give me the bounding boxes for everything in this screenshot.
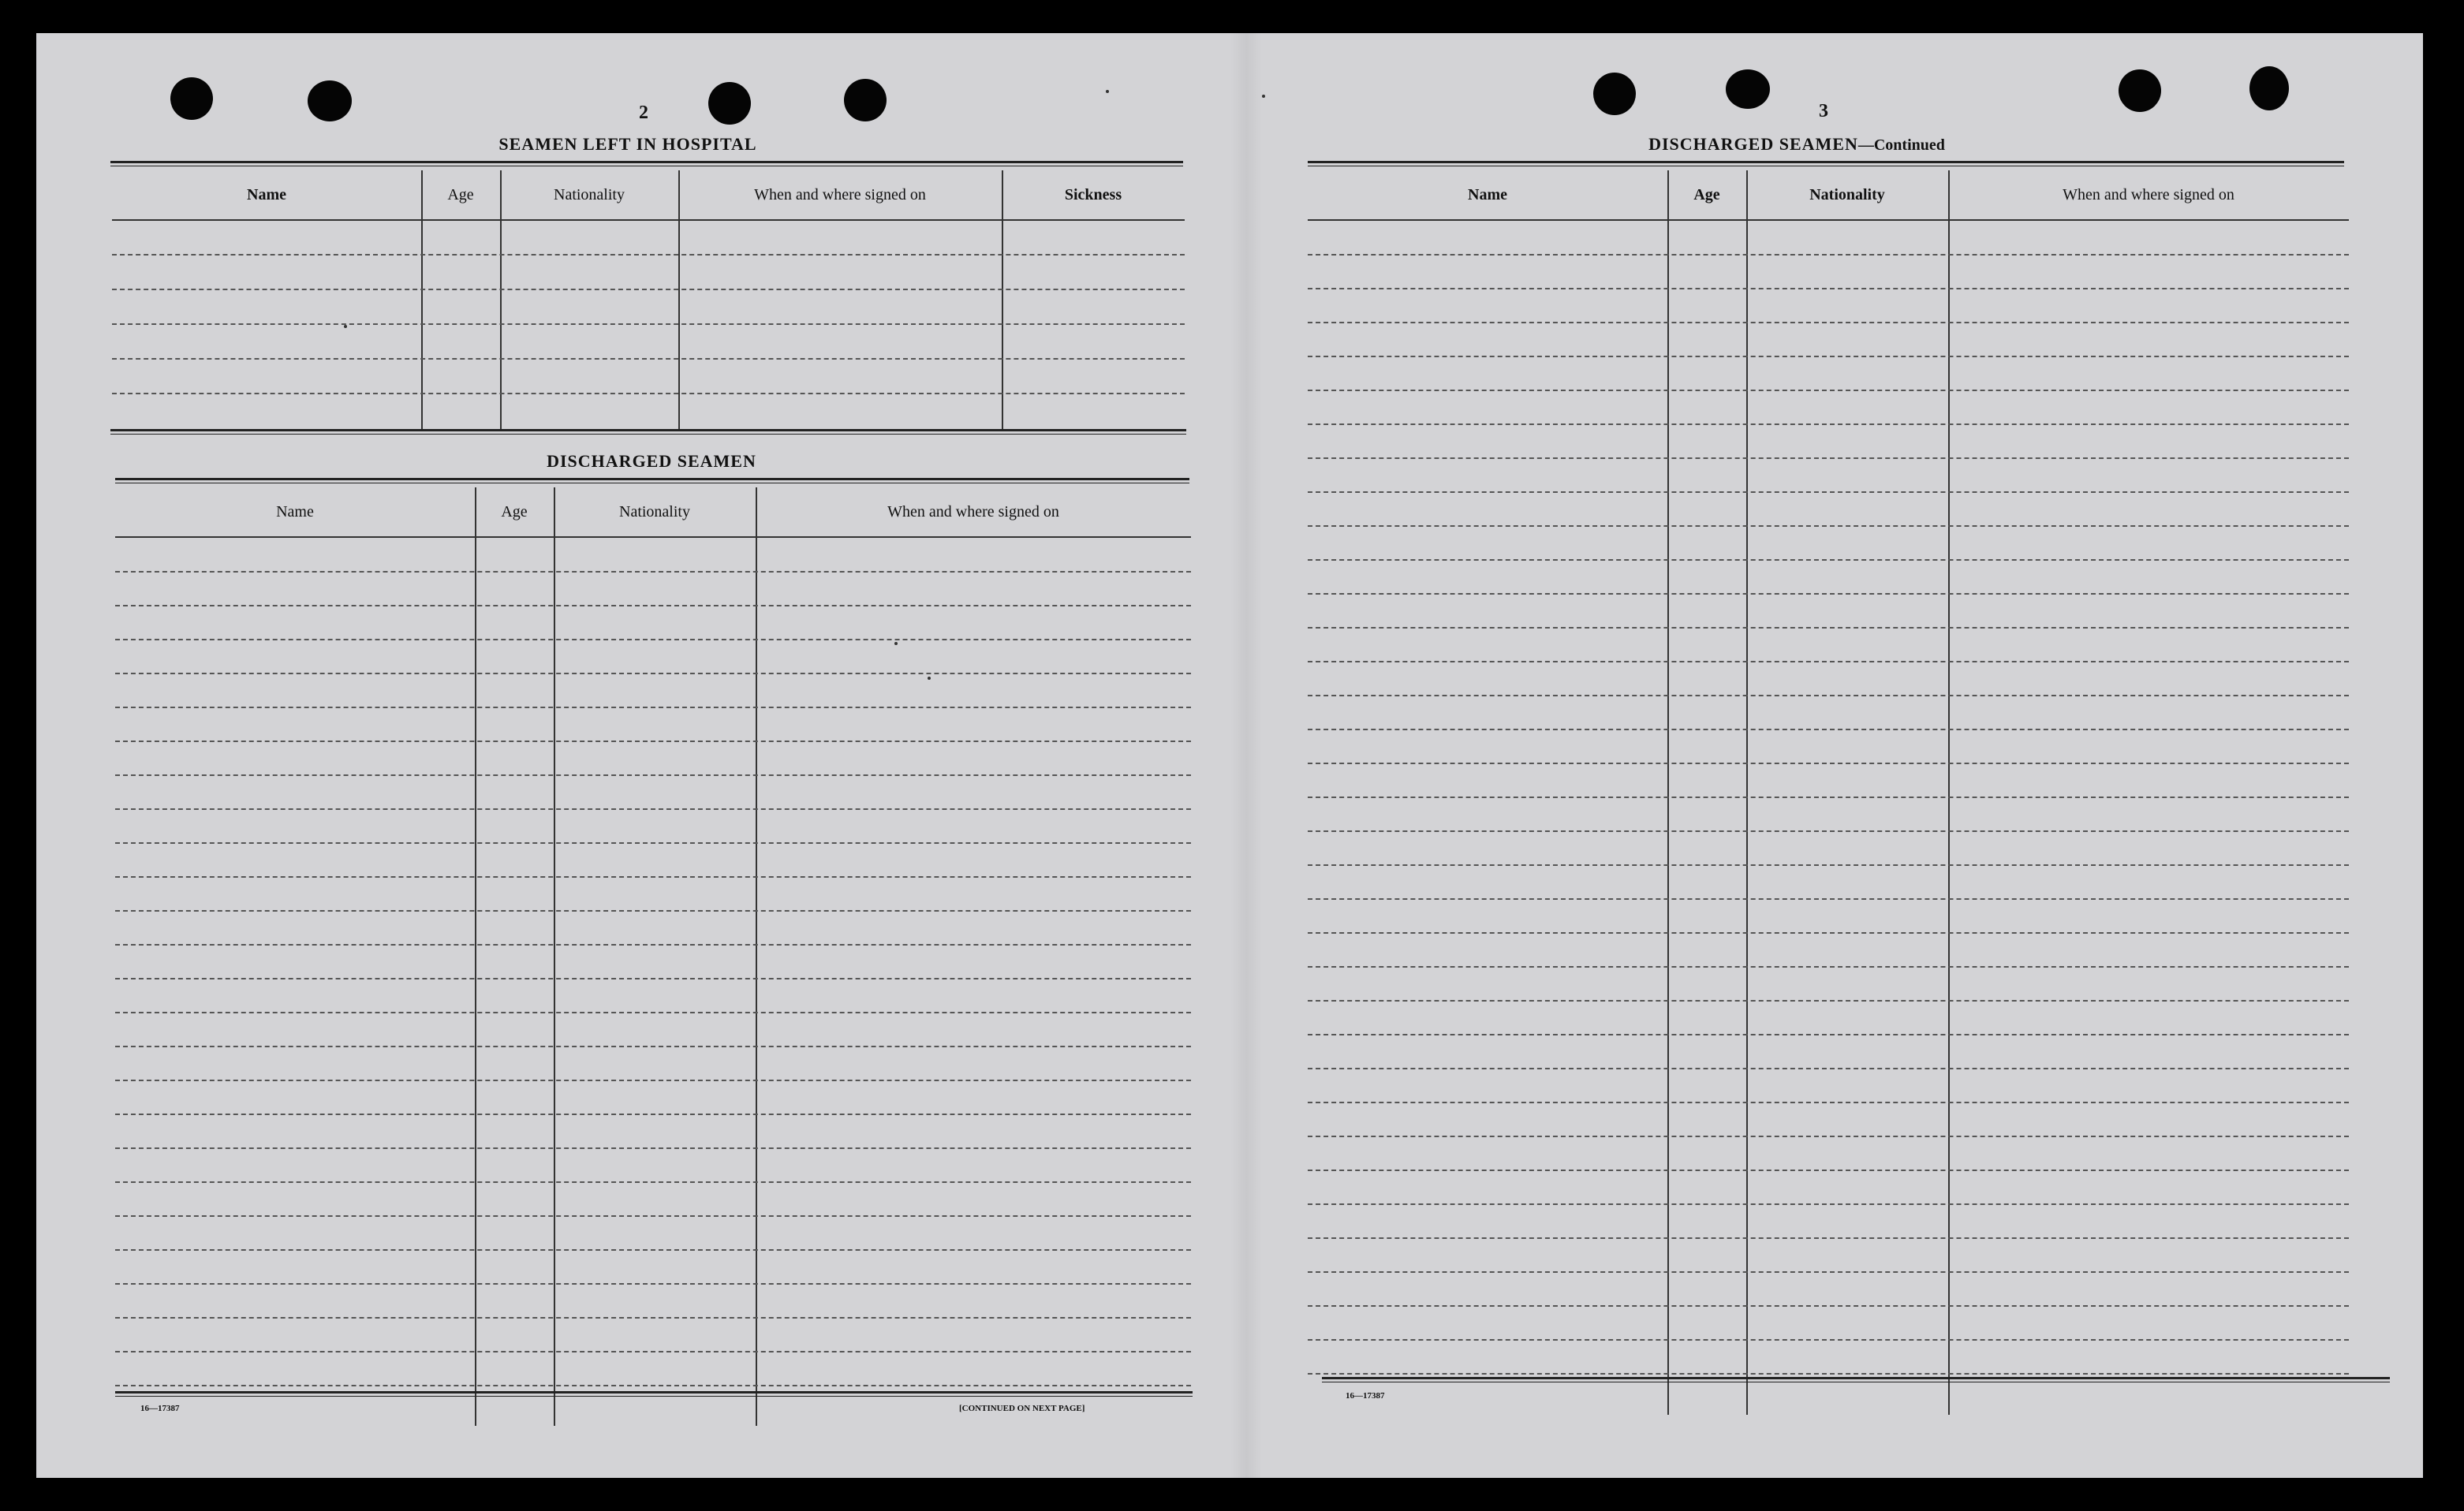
table-row: [115, 844, 1191, 878]
punch-hole: [2119, 69, 2161, 112]
column-header-name: Name: [1468, 186, 1507, 203]
table-row: [1308, 425, 2349, 459]
discharged-section-title: DISCHARGED SEAMEN: [547, 451, 756, 471]
table-row: [1308, 1002, 2349, 1035]
column-header-signed-on: When and where signed on: [887, 503, 1059, 520]
table-row: [115, 912, 1191, 946]
table-row: [115, 1251, 1191, 1285]
table-row: [1308, 1239, 2349, 1273]
punch-hole: [708, 82, 751, 125]
table-row: [1308, 1341, 2349, 1375]
ink-speck: [1106, 90, 1109, 93]
table-row: [1308, 323, 2349, 357]
table-row: [115, 776, 1191, 810]
table-row: [115, 810, 1191, 844]
table-row: [1308, 527, 2349, 561]
table-row: [1308, 1171, 2349, 1205]
table-row: [1308, 1205, 2349, 1239]
punch-hole: [1726, 69, 1770, 109]
table-row: [115, 1115, 1191, 1149]
table-row: [115, 742, 1191, 776]
table-row: [115, 946, 1191, 979]
column-header-age: Age: [1693, 186, 1720, 203]
table-row: [115, 606, 1191, 640]
table-row: [1308, 595, 2349, 629]
hospital-table: [112, 170, 1185, 431]
table-row: [1308, 1035, 2349, 1069]
table-row: [1308, 968, 2349, 1002]
column-header-nationality: Nationality: [1809, 186, 1885, 203]
form-number-left: 16—17387: [140, 1404, 180, 1413]
table-row: [1308, 493, 2349, 527]
table-row: [1308, 1273, 2349, 1307]
ink-speck: [1262, 95, 1265, 98]
page-number-left: 2: [639, 103, 648, 123]
punch-hole: [2249, 66, 2289, 110]
hospital-bottom-rule: [110, 429, 1186, 435]
table-row: [115, 640, 1191, 674]
column-header-nationality: Nationality: [554, 186, 625, 203]
table-row: [115, 1217, 1191, 1251]
table-row: [115, 1149, 1191, 1183]
continued-bottom-rule: [1322, 1377, 2390, 1382]
table-row: [1308, 1103, 2349, 1137]
table-row: [115, 878, 1191, 912]
punch-hole: [1593, 73, 1636, 115]
table-row: [115, 1183, 1191, 1217]
table-row: [1308, 256, 2349, 289]
table-row: [115, 708, 1191, 742]
continued-note: [CONTINUED ON NEXT PAGE]: [959, 1404, 1085, 1413]
table-row: [115, 979, 1191, 1013]
discharged-table: [115, 487, 1191, 1426]
table-row: [1308, 357, 2349, 391]
column-header-signed-on: When and where signed on: [2063, 186, 2234, 203]
table-row: [1308, 629, 2349, 662]
table-row: [1308, 1137, 2349, 1171]
table-row: [1308, 221, 2349, 256]
table-header: [1308, 170, 2349, 221]
table-header: [112, 170, 1185, 221]
table-row: [1308, 289, 2349, 323]
punch-hole: [844, 79, 887, 121]
column-header-name: Name: [247, 186, 286, 203]
table-row: [115, 573, 1191, 606]
table-row: [115, 1081, 1191, 1115]
table-row: [115, 1285, 1191, 1319]
table-row: [1308, 934, 2349, 968]
column-header-sickness: Sickness: [1064, 186, 1122, 203]
discharged-continued-suffix: —Continued: [1857, 136, 1945, 154]
table-row: [1308, 391, 2349, 425]
column-header-name: Name: [276, 503, 314, 520]
table-row: [115, 538, 1191, 573]
table-row: [1308, 1069, 2349, 1103]
punch-hole: [308, 80, 352, 121]
table-row: [1308, 662, 2349, 696]
table-row: [112, 290, 1185, 325]
table-row: [115, 674, 1191, 708]
table-row: [1308, 900, 2349, 934]
table-row: [112, 360, 1185, 394]
table-row: [1308, 832, 2349, 866]
discharged-top-rule: [115, 478, 1189, 483]
table-header: [115, 487, 1191, 538]
discharged-continued-table: [1308, 170, 2349, 1415]
table-row: [1308, 1307, 2349, 1341]
discharged-bottom-rule: [115, 1391, 1193, 1397]
hospital-section-title: SEAMEN LEFT IN HOSPITAL: [498, 134, 757, 154]
discharged-continued-title: [1600, 134, 1994, 155]
table-row: [115, 1319, 1191, 1352]
column-header-age: Age: [447, 186, 474, 203]
table-row: [1308, 730, 2349, 764]
table-row: [112, 256, 1185, 290]
table-row: [1308, 696, 2349, 730]
table-row: [115, 1352, 1191, 1386]
discharged-continued-title-main: DISCHARGED SEAMEN: [1648, 134, 1858, 154]
table-row: [1308, 764, 2349, 798]
table-row: [112, 325, 1185, 360]
continued-top-rule: [1308, 161, 2344, 166]
table-row: [1308, 798, 2349, 832]
table-row: [112, 221, 1185, 256]
column-header-signed-on: When and where signed on: [754, 186, 926, 203]
table-row: [115, 1047, 1191, 1081]
document-sheet: [36, 33, 2423, 1478]
table-row: [1308, 866, 2349, 900]
hospital-top-rule: [110, 161, 1183, 166]
table-row: [1308, 459, 2349, 493]
page-number-right: 3: [1819, 101, 1828, 121]
punch-hole: [170, 77, 213, 120]
table-row: [115, 1013, 1191, 1047]
form-number-right: 16—17387: [1346, 1391, 1385, 1401]
table-row: [1308, 561, 2349, 595]
column-header-nationality: Nationality: [619, 503, 690, 520]
page-fold: [1230, 33, 1262, 1478]
column-header-age: Age: [501, 503, 528, 520]
